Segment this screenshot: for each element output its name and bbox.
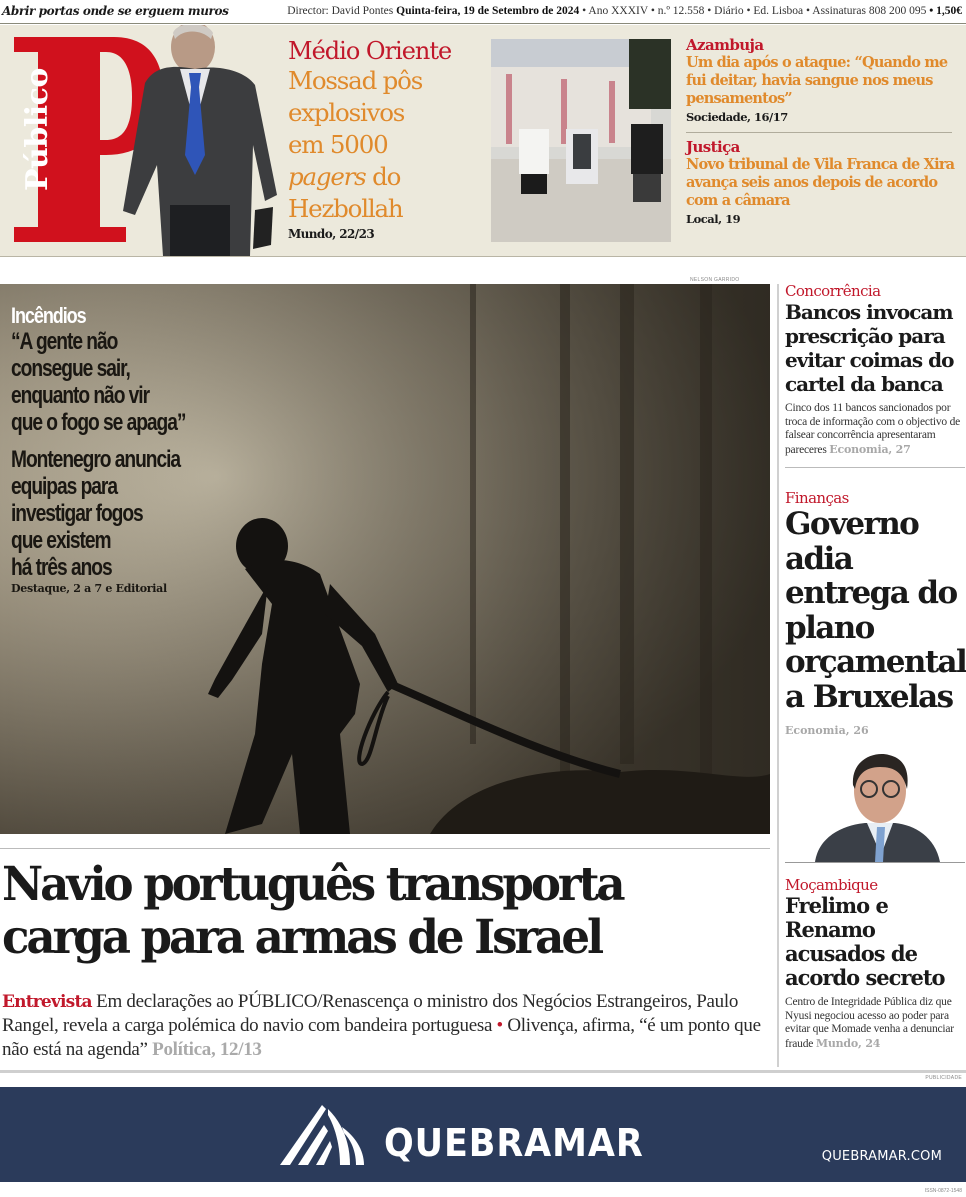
top-side-stories [686,37,964,232]
lead-top-headline[interactable] [288,65,488,225]
top-bar [0,0,966,24]
headline-line: Hezbollah [288,194,403,223]
story-headline[interactable]: Frelimo e Renamo acusados de acordo secreto [785,893,945,990]
quote-line: consegue sair, [11,355,130,382]
netanyahu-photo [115,25,283,256]
masthead-band [0,25,966,257]
story-body [785,402,965,457]
sub-headline-line: investigar fogos [11,500,143,527]
finance-minister-photo [785,745,965,862]
quebramar-advert[interactable] [0,1087,966,1182]
fires-page-ref: Destaque, 2 a 7 e Editorial [11,582,167,595]
advert-brand: QUEBRAMAR [384,1121,644,1165]
sub-headline-line: equipas para [11,473,117,500]
wildfire-photo[interactable] [0,284,770,834]
story-headline[interactable]: Bancos invocam prescrição para evitar coimas do cartel da banca [785,300,954,396]
standfirst-text: Olivença, afirma, “é um ponto que não está na agenda” [2,1015,761,1060]
divider [0,848,770,849]
main-headline[interactable] [2,858,751,964]
main-standfirst [2,990,772,1062]
quebramar-sail-icon [280,1101,370,1167]
lead-top-kicker: Médio Oriente [288,37,452,65]
photo-credit: NELSON GARRIDO [690,277,740,283]
headline-line: carga para armas de Israel [2,910,602,965]
standfirst-kicker: Entrevista [2,992,92,1012]
issue-info: • Ano XXXIV • n.º 12.558 • Diário • Ed. Lisboa • Assinaturas 808 200 095 [579,5,930,17]
top-rule [0,23,966,24]
tagline: Abrir portas onde se erguem muros [2,4,229,18]
story-kicker: Moçambique [785,876,878,894]
headline-line: Mossad pôs [288,66,423,95]
headline-line [288,161,488,193]
side-story-justica[interactable] [686,139,964,226]
azambuja-photo [491,39,671,242]
standfirst-text: Em declarações ao PÚBLICO/Renascença o ministro dos Negócios Estrangeiros, Paulo Rangel, revela a carga polémica do navio com bandeira portuguesa [2,991,739,1036]
advert-label: PUBLICIDADE [925,1075,962,1081]
bullet-icon: • [496,1015,503,1036]
story-kicker: Concorrência [785,282,881,300]
story-body [785,996,965,1051]
price: • 1,50€ [929,5,962,17]
issue-date: Quinta-feira, 19 de Setembro de 2024 [396,5,580,17]
sub-headline-line: há três anos [11,554,112,581]
side-story-kicker: Justiça [686,138,740,156]
side-story-kicker: Azambuja [686,36,764,54]
story-body-text: Centro de Integridade Pública diz que Nyusi negociou acesso ao poder para evitar que Momade venha a denunciar fraude [785,996,954,1050]
fires-story-overlay[interactable] [11,304,241,595]
side-story-headline[interactable]: Novo tribunal de Vila Franca de Xira avança seis anos depois de acordo com a câmara [686,156,955,209]
story-page-ref: Economia, 27 [829,442,911,456]
column-rule [777,284,779,1067]
side-story-page-ref: Local, 19 [686,212,741,226]
quote-line: enquanto não vir [11,382,150,409]
divider [686,132,952,133]
headline-line: em 5000 [288,130,388,159]
side-story-azambuja[interactable] [686,37,964,124]
headline-line: explosivos [288,98,405,127]
edition-meta [287,5,962,17]
divider [0,1070,966,1073]
director: Director: David Pontes [287,5,394,17]
headline-line: Navio português transporta [2,857,623,912]
sub-headline-line: que existem [11,527,111,554]
sub-headline-line: Montenegro anuncia [11,446,181,473]
story-page-ref: Mundo, 24 [815,1036,881,1050]
quote-line: “A gente não [11,328,118,355]
side-story-page-ref: Sociedade, 16/17 [686,110,788,124]
story-financas[interactable] [785,489,965,737]
divider [785,862,965,863]
advert-url[interactable]: QUEBRAMAR.COM [821,1149,942,1164]
fires-kicker: Incêndios [11,303,86,328]
headline-fragment: do [365,162,401,191]
quote-line: que o fogo se apaga” [11,409,186,436]
story-mocambique[interactable] [785,876,965,1051]
lead-top-story[interactable] [288,37,488,241]
story-body-text: Cinco dos 11 bancos sancionados por troca de informação com o objectivo de falsear concorrência apresentaram pareceres [785,402,961,456]
main-page-ref: Política, 12/13 [152,1039,262,1060]
divider [785,467,965,468]
italic-word: pagers [288,162,366,191]
story-concorrencia[interactable] [785,282,965,468]
issn: ISSN-0872-1548 [924,1188,962,1194]
lead-top-page-ref: Mundo, 22/23 [288,227,375,241]
story-headline[interactable]: Governo adia entrega do plano orçamental a Bruxelas [785,506,966,715]
story-page-ref: Economia, 26 [785,724,869,737]
publico-wordmark[interactable]: Público [20,68,55,192]
story-kicker: Finanças [785,489,849,507]
side-story-headline[interactable]: Um dia após o ataque: “Quando me fui deitar, havia sangue nos meus pensamentos” [686,54,948,107]
